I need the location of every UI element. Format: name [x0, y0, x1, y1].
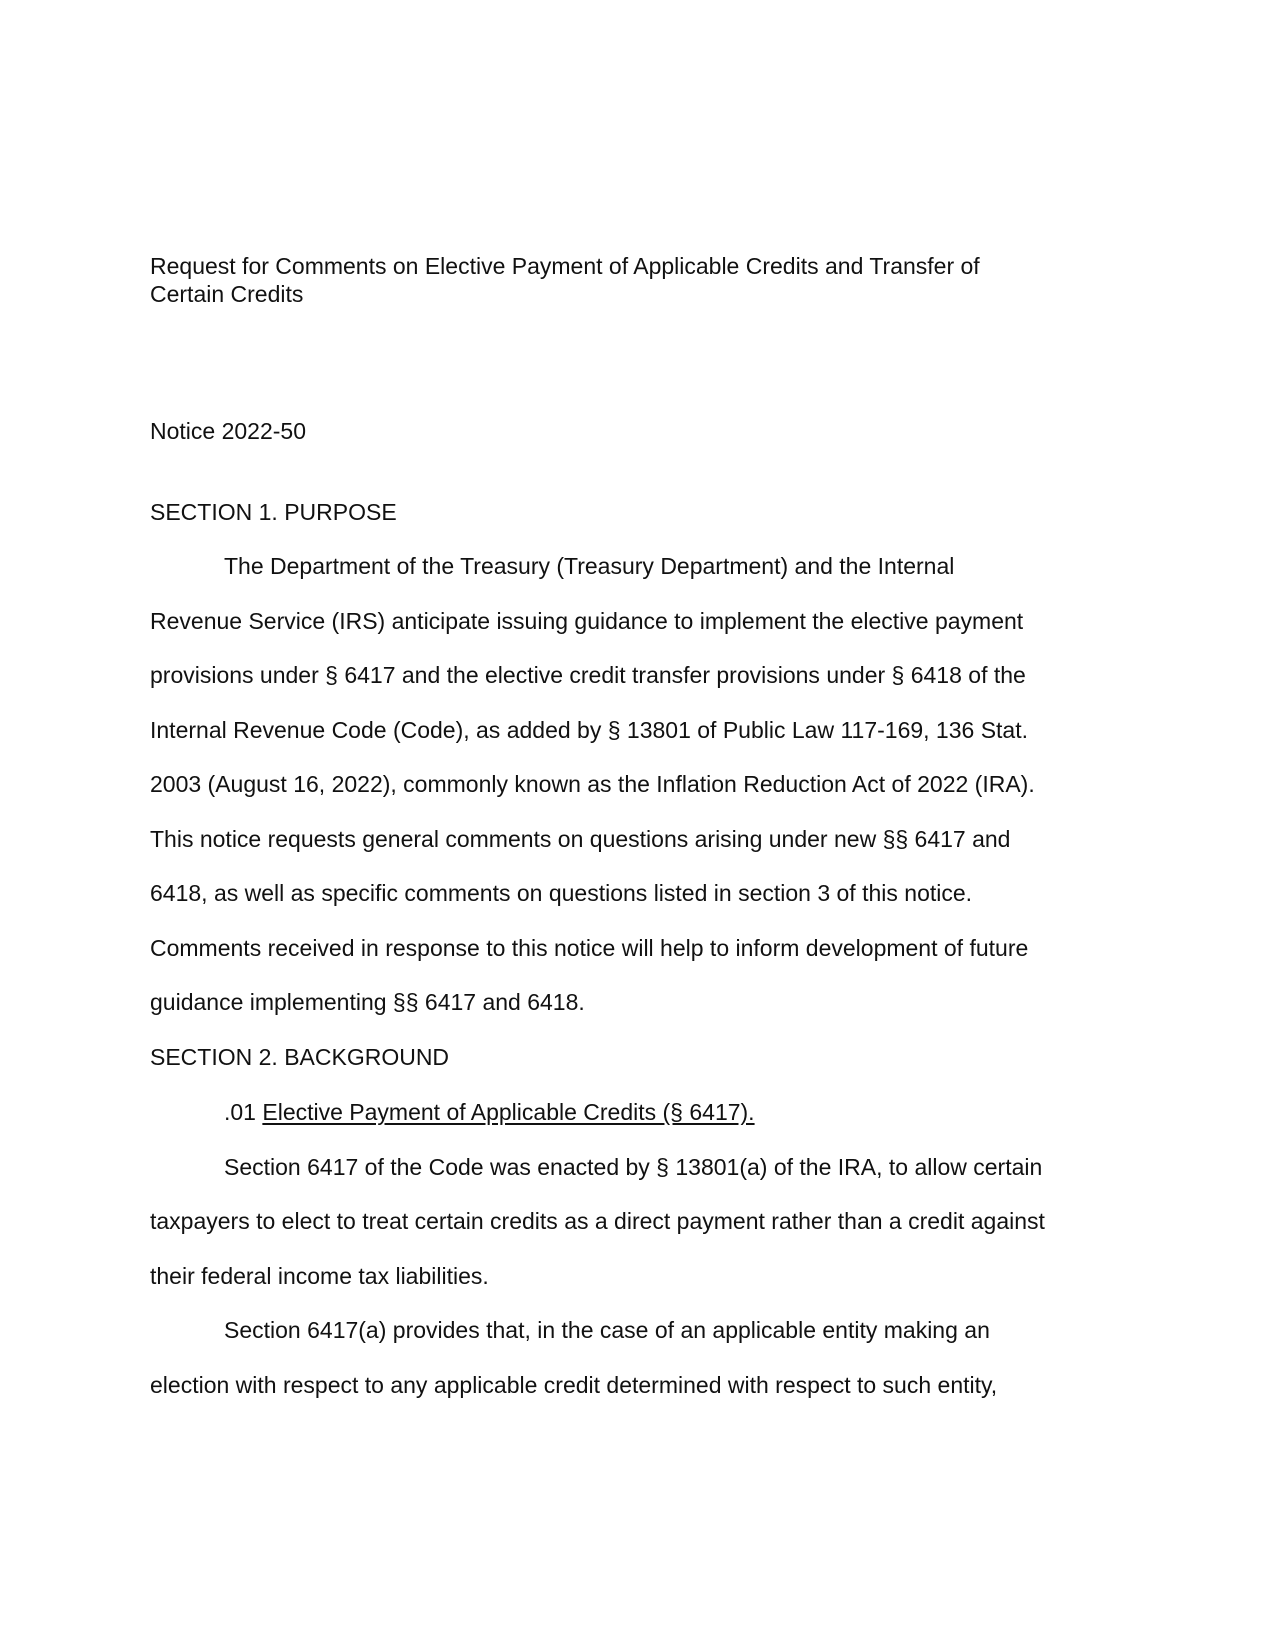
section-2-paragraph-1-line: Section 6417 of the Code was enacted by § 13801(a) of the IRA, to allow certain	[224, 1154, 1043, 1180]
section-1-line: 6418, as well as specific comments on questions listed in section 3 of this notice.	[150, 880, 973, 906]
section-2-paragraph-2-line: election with respect to any applicable credit determined with respect to such entity,	[150, 1372, 998, 1398]
section-1-line: 2003 (August 16, 2022), commonly known as the Inflation Reduction Act of 2022 (IRA).	[150, 771, 1035, 797]
section-2-heading: SECTION 2. BACKGROUND	[150, 1044, 450, 1070]
document-title-line-1: Request for Comments on Elective Payment of Applicable Credits and Transfer of	[150, 253, 980, 279]
section-1-heading: SECTION 1. PURPOSE	[150, 499, 397, 525]
subsection-number: .01	[224, 1099, 263, 1125]
section-1-line: Comments received in response to this notice will help to inform development of future	[150, 935, 1029, 961]
section-1-line: The Department of the Treasury (Treasury Department) and the Internal	[224, 553, 955, 579]
document-title-line-2: Certain Credits	[150, 281, 304, 307]
section-1-line: provisions under § 6417 and the elective credit transfer provisions under § 6418 of the	[150, 662, 1026, 688]
section-2-paragraph-1-line: their federal income tax liabilities.	[150, 1263, 489, 1289]
section-1-line: Internal Revenue Code (Code), as added by § 13801 of Public Law 117-169, 136 Stat.	[150, 717, 1028, 743]
notice-number: Notice 2022-50	[150, 418, 306, 444]
section-1-line: Revenue Service (IRS) anticipate issuing guidance to implement the elective payment	[150, 608, 1024, 634]
subsection-title: Elective Payment of Applicable Credits (§ 6417).	[262, 1099, 755, 1125]
section-2-paragraph-2-line: Section 6417(a) provides that, in the case of an applicable entity making an	[224, 1317, 990, 1343]
section-1-line: guidance implementing §§ 6417 and 6418.	[150, 989, 585, 1015]
section-2-paragraph-1-line: taxpayers to elect to treat certain credits as a direct payment rather than a credit against	[150, 1208, 1045, 1234]
subsection-01-heading	[224, 1098, 755, 1126]
section-1-line: This notice requests general comments on questions arising under new §§ 6417 and	[150, 826, 1011, 852]
